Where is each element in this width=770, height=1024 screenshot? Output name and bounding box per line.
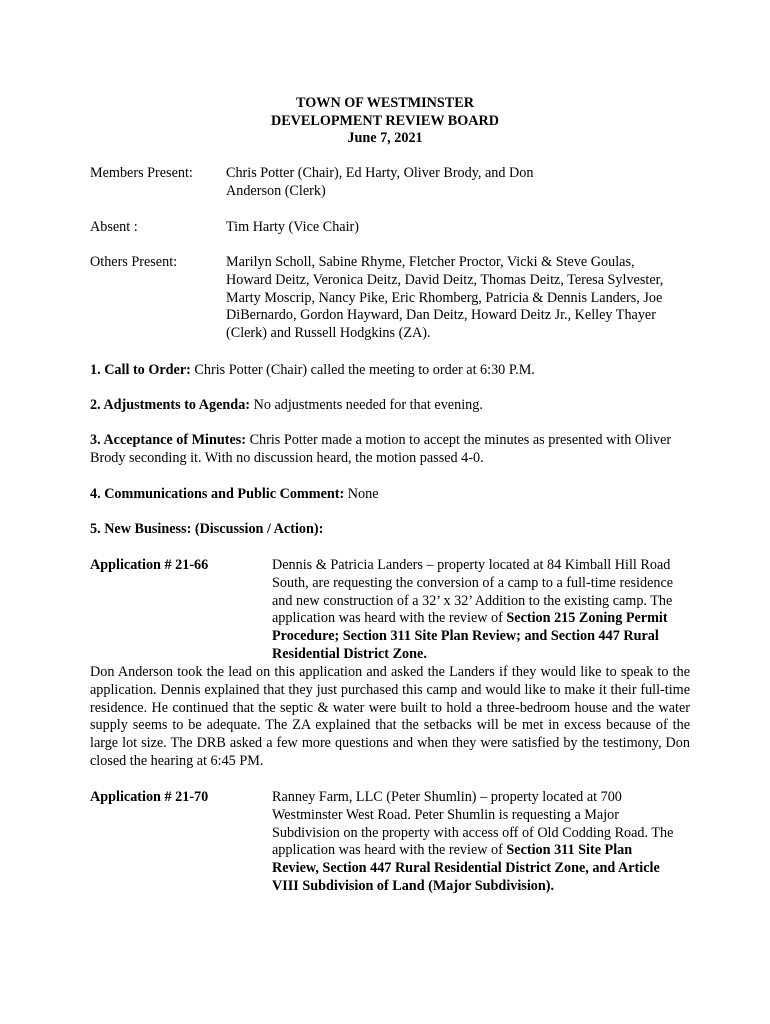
application-21-70-text: Ranney Farm, LLC (Peter Shumlin) – property located at 700 Westminster West Road. Peter Shumlin is requesting a Major Subdivision on the property with access off of Old Codding Road. The application was heard with the review of (272, 789, 674, 859)
meeting-date: June 7, 2021 (347, 130, 423, 146)
town-title: TOWN OF WESTMINSTER (296, 95, 474, 111)
call-to-order-heading: 1. Call to Order: (90, 362, 191, 378)
application-21-66-description (272, 557, 682, 664)
board-title: DEVELOPMENT REVIEW BOARD (270, 112, 500, 129)
document-header (0, 95, 770, 148)
new-business (90, 521, 690, 539)
application-21-66-text: Dennis & Patricia Landers – property located at 84 Kimball Hill Road South, are requesting the conversion of a camp to a full-time residence and new construction of a 32’ x 32’ Addition to the existing camp. The application was heard with the review of (272, 557, 674, 627)
application-21-70-description (272, 789, 682, 896)
application-21-70-label: Application # 21-70 (90, 789, 209, 805)
others-present-value: Marilyn Scholl, Sabine Rhyme, Fletcher Proctor, Vicki & Steve Goulas, Howard Deitz, Veronica Deitz, David Deitz, Thomas Deitz, Teresa Sylvester, Marty Moscrip, Nancy Pike, Eric Rhomberg, Patricia & Dennis Landers, Joe DiBernardo, Gordon Hayward, Dan Deitz, Howard Deitz Jr., Kelley Thayer (Clerk) and Russell Hodgkins (ZA). (226, 254, 664, 342)
application-21-66-review-sections: Section 215 Zoning Permit Procedure; Section 311 Site Plan Review; and Section 447 Rural Residential District Zone. (272, 610, 668, 662)
absent-value: Tim Harty (Vice Chair) (226, 219, 359, 235)
members-present-label: Members Present: (90, 165, 193, 181)
members-present-row (90, 165, 690, 201)
application-21-66-discussion: Don Anderson took the lead on this application and asked the Landers if they would like to speak to the application. Dennis explained that they just purchased this camp and would like to make it their full-time residence. He continued that the septic & water were built to hold a three-bedroom house and the water supply seems to be adequate. The ZA explained that the setbacks will be met in excess because of the large lot size. The DRB asked a few more questions and when they were satisfied by the testimony, Don closed the hearing at 6:45 PM. (90, 664, 690, 769)
adjustments-to-agenda (90, 397, 690, 415)
communications-text: None (347, 486, 379, 502)
minutes-text: Chris Potter made a motion to accept the minutes as presented with Oliver Brody seconding it. With no discussion heard, the motion passed 4-0. (90, 432, 672, 466)
absent-label: Absent : (90, 219, 138, 235)
agenda-heading: 2. Adjustments to Agenda: (90, 397, 251, 413)
new-business-heading: 5. New Business: (Discussion / Action): (90, 521, 324, 537)
acceptance-of-minutes (90, 432, 690, 468)
members-present-value: Chris Potter (Chair), Ed Harty, Oliver Brody, and Don Anderson (Clerk) (226, 165, 534, 199)
application-21-66-label: Application # 21-66 (90, 557, 209, 573)
call-to-order (90, 362, 690, 380)
application-21-70-review-sections: Section 311 Site Plan Review, Section 447 Rural Residential District Zone, and Article VIII Subdivision of Land (Major Subdivision). (272, 842, 660, 894)
others-present-label: Others Present: (90, 254, 178, 270)
call-to-order-text: Chris Potter (Chair) called the meeting to order at 6:30 P.M. (194, 362, 535, 378)
communications-heading: 4. Communications and Public Comment: (90, 486, 345, 502)
agenda-text: No adjustments needed for that evening. (253, 397, 483, 413)
minutes-heading: 3. Acceptance of Minutes: (90, 432, 247, 448)
communications-public-comment (90, 486, 690, 504)
